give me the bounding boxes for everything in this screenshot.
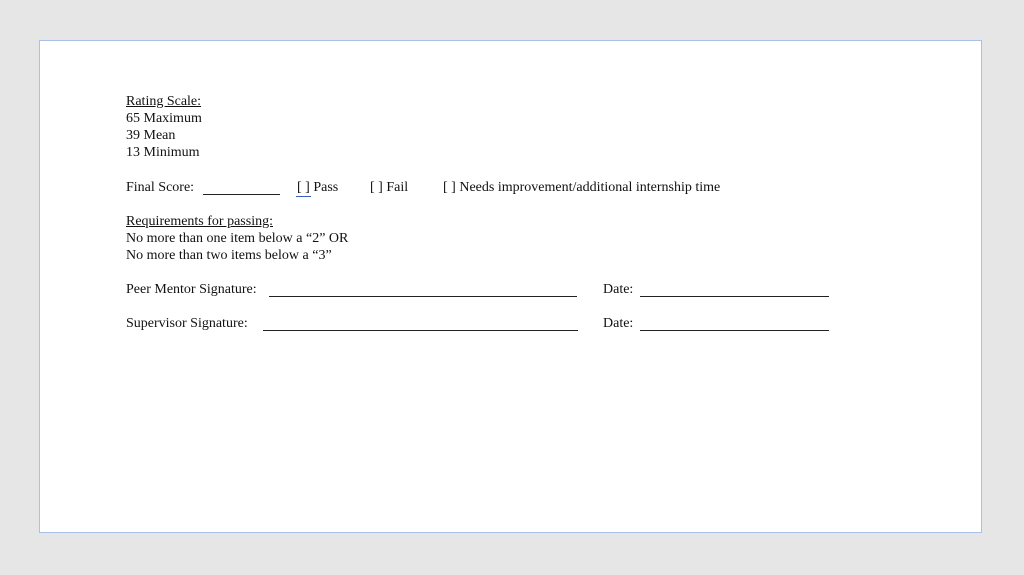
document-page bbox=[39, 40, 982, 533]
document-body bbox=[40, 41, 981, 532]
peer-mentor-date-label: Date: bbox=[603, 282, 634, 297]
supervisor-date-label: Date: bbox=[603, 316, 634, 331]
rating-scale-heading: Rating Scale: bbox=[126, 94, 202, 109]
final-score-field[interactable] bbox=[203, 194, 280, 195]
requirements-heading: Requirements for passing: bbox=[126, 214, 273, 229]
requirement-item: No more than one item below a “2” OR bbox=[126, 231, 349, 246]
rating-scale-item: 13 Minimum bbox=[126, 145, 200, 160]
supervisor-signature-label: Supervisor Signature: bbox=[126, 316, 248, 331]
pass-label: Pass bbox=[313, 180, 339, 195]
peer-mentor-date-field[interactable] bbox=[640, 296, 829, 297]
needs-improvement-option[interactable] bbox=[443, 179, 720, 196]
requirement-item: No more than two items below a “3” bbox=[126, 248, 332, 263]
fail-label: Fail bbox=[386, 180, 409, 195]
fail-option[interactable] bbox=[370, 179, 408, 196]
peer-mentor-signature-label: Peer Mentor Signature: bbox=[126, 282, 257, 297]
selection-underline bbox=[296, 196, 311, 197]
supervisor-signature-field[interactable] bbox=[263, 330, 578, 331]
peer-mentor-signature-field[interactable] bbox=[269, 296, 577, 297]
rating-scale-item: 65 Maximum bbox=[126, 111, 202, 126]
pass-checkbox[interactable]: [ ] bbox=[297, 180, 310, 195]
needs-improvement-label: Needs improvement/additional internship time bbox=[459, 180, 721, 195]
pass-option[interactable] bbox=[297, 179, 338, 196]
supervisor-date-field[interactable] bbox=[640, 330, 829, 331]
needs-improvement-checkbox[interactable]: [ ] bbox=[443, 180, 456, 195]
rating-scale-item: 39 Mean bbox=[126, 128, 176, 143]
final-score-label: Final Score: bbox=[126, 180, 195, 195]
fail-checkbox[interactable]: [ ] bbox=[370, 180, 383, 195]
